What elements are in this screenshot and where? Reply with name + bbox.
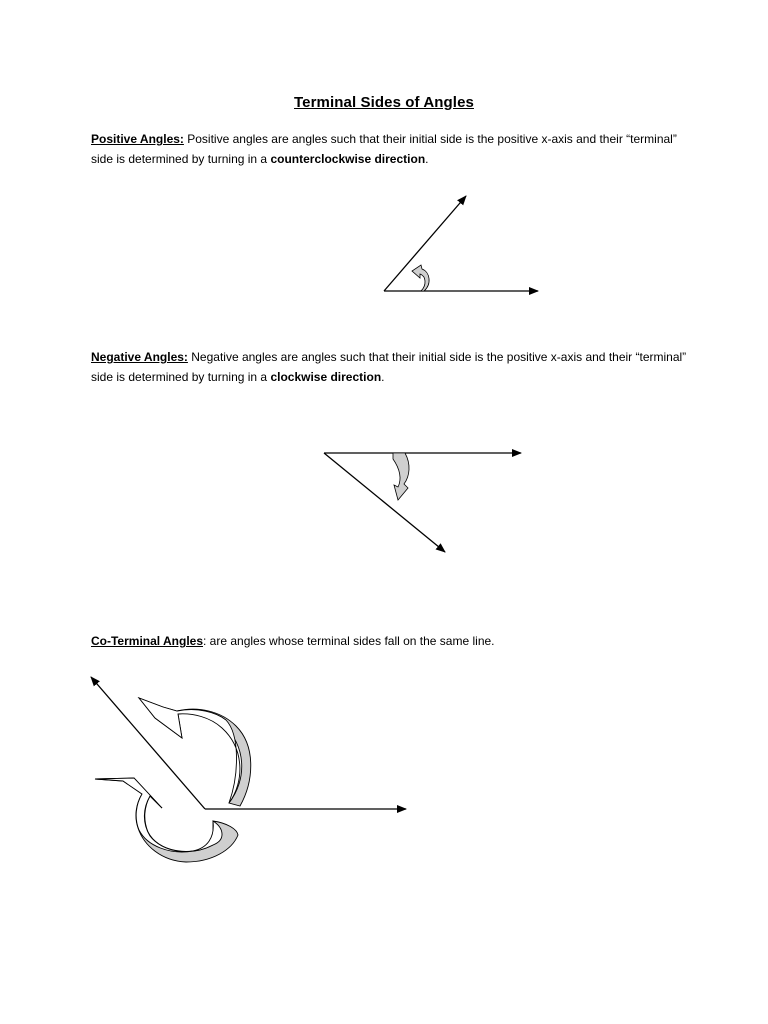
positive-angles-period: .	[425, 152, 429, 166]
lower-curved-arrow-icon	[95, 778, 238, 862]
positive-angle-diagram	[384, 196, 538, 291]
negative-angles-label: Negative Angles:	[91, 350, 188, 364]
negative-angles-emphasis: clockwise direction	[270, 370, 382, 384]
negative-angle-diagram	[324, 453, 521, 552]
counterclockwise-arrow-icon	[412, 265, 429, 291]
coterminal-angles-text: : are angles whose terminal sides fall on the same line.	[203, 634, 495, 648]
negative-angles-period: .	[381, 370, 385, 384]
positive-angles-label: Positive Angles:	[91, 132, 184, 146]
coterminal-angles-label: Co-Terminal Angles	[91, 634, 204, 648]
clockwise-arrow-icon	[393, 453, 409, 500]
page-title: Terminal Sides of Angles	[294, 94, 474, 111]
positive-angles-text: Positive angles are angles such that their initial side is the positive x-axis and their “terminal” side is determined by turning in a	[91, 132, 677, 166]
negative-terminal-side	[324, 453, 445, 552]
coterminal-terminal-side	[91, 677, 205, 809]
positive-angles-emphasis: counterclockwise direction	[270, 152, 426, 166]
coterminal-angle-diagram	[91, 677, 406, 862]
negative-angles-text: Negative angles are angles such that their initial side is the positive x-axis and their “terminal” side is determined by turning in a	[91, 350, 687, 384]
